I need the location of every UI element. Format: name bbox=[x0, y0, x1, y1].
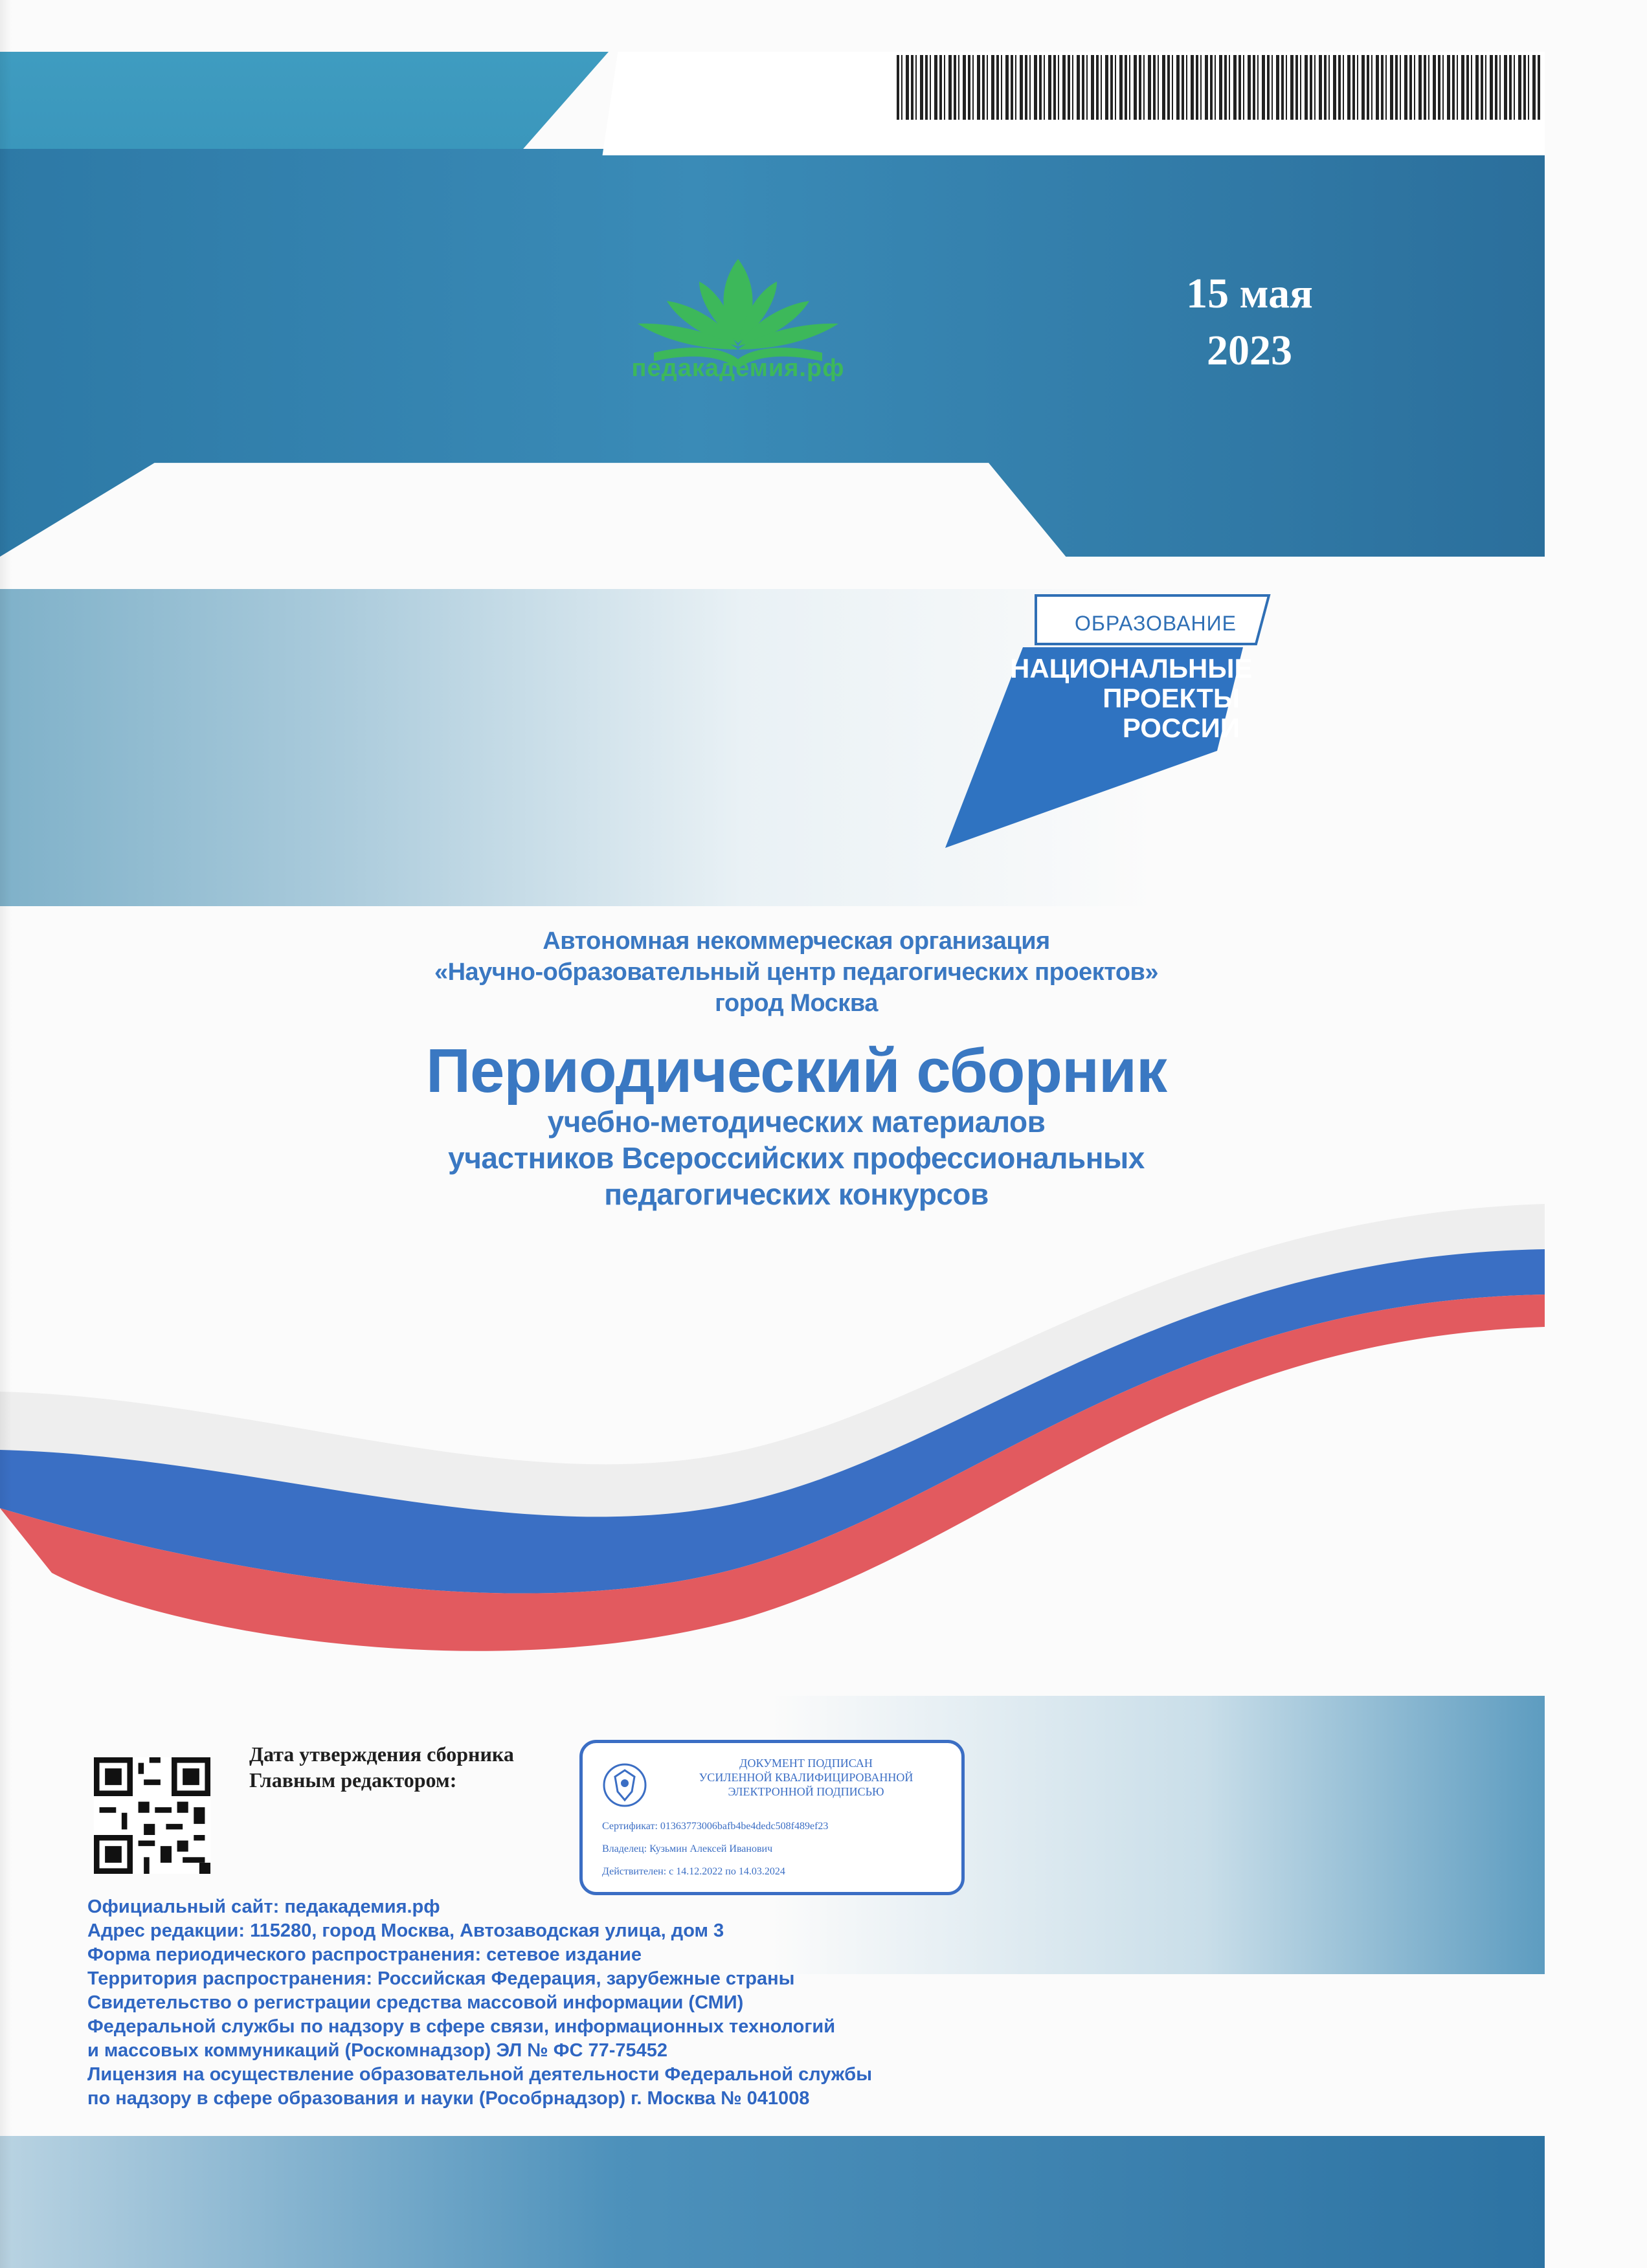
coat-of-arms-icon bbox=[602, 1762, 647, 1808]
organization-line3: город Москва bbox=[715, 990, 878, 1017]
issue-date bbox=[1139, 265, 1360, 379]
info-cert-line3: и массовых коммуникаций (Роскомнадзор) ЭЛ № ФС 77-75452 bbox=[87, 2040, 667, 2061]
mid-gradient-band bbox=[0, 589, 1647, 906]
info-site: Официальный сайт: педакадемия.рф bbox=[87, 1896, 440, 1917]
national-projects-category: ОБРАЗОВАНИЕ bbox=[1074, 612, 1237, 635]
subtitle-line3: педагогических конкурсов bbox=[604, 1177, 989, 1211]
organization-line1: Автономная некоммерческая организация bbox=[543, 928, 1050, 955]
approval-line1: Дата утверждения сборника bbox=[249, 1742, 514, 1766]
info-address: Адрес редакции: 115280, город Москва, Автозаводская улица, дом 3 bbox=[87, 1920, 724, 1941]
subtitle-line1: учебно-методических материалов bbox=[547, 1105, 1046, 1139]
national-projects-line1: НАЦИОНАЛЬНЫЕ bbox=[1010, 653, 1253, 684]
publication-info bbox=[87, 1895, 1059, 2111]
footer-band bbox=[0, 2136, 1545, 2268]
info-license-line2: по надзору в сфере образования и науки (Рособрнадзор) г. Москва № 041008 bbox=[87, 2088, 810, 2109]
info-territory: Территория распространения: Российская Федерация, зарубежные страны bbox=[87, 1968, 795, 1989]
qr-code-icon bbox=[94, 1757, 210, 1874]
stamp-header-line3: ЭЛЕКТРОННОЙ ПОДПИСЬЮ bbox=[728, 1785, 884, 1798]
russian-flag-wave bbox=[0, 1178, 1647, 1696]
electronic-signature-stamp bbox=[579, 1740, 965, 1895]
info-license-line1: Лицензия на осуществление образовательной деятельности Федеральной службы bbox=[87, 2064, 872, 2085]
stamp-header-line1: ДОКУМЕНТ ПОДПИСАН bbox=[739, 1757, 873, 1770]
logo-text: педакадемия.рф bbox=[631, 355, 845, 382]
scan-edge-shadow bbox=[0, 0, 12, 2268]
info-form: Форма периодического распространения: сетевое издание bbox=[87, 1944, 642, 1965]
document-title: Периодический сборник bbox=[425, 1036, 1167, 1106]
national-projects-line3: РОССИИ bbox=[1122, 713, 1240, 743]
stamp-header bbox=[654, 1756, 958, 1799]
national-projects-line2: ПРОЕКТЫ bbox=[1103, 683, 1240, 713]
approval-label bbox=[249, 1741, 586, 1793]
subtitle-line2: участников Всероссийских профессиональных bbox=[448, 1141, 1145, 1175]
national-projects-name bbox=[1010, 653, 1253, 743]
organization-name bbox=[194, 926, 1398, 1019]
issue-date-day: 15 мая bbox=[1186, 270, 1313, 317]
organization-line2: «Научно-образовательный центр педагогических проектов» bbox=[434, 959, 1159, 986]
stamp-validity: Действителен: с 14.12.2022 по 14.03.2024 bbox=[602, 1866, 785, 1877]
barcode bbox=[897, 55, 1541, 120]
approval-line2: Главным редактором: bbox=[249, 1768, 457, 1792]
issue-date-year: 2023 bbox=[1207, 327, 1292, 374]
info-cert-line1: Свидетельство о регистрации средства массовой информации (СМИ) bbox=[87, 1992, 744, 2013]
info-cert-line2: Федеральной службы по надзору в сфере связи, информационных технологий bbox=[87, 2016, 836, 2037]
stamp-certificate: Сертификат: 01363773006bafb4be4dedc508f489ef23 bbox=[602, 1821, 829, 1832]
stamp-header-line2: УСИЛЕННОЙ КВАЛИФИЦИРОВАННОЙ bbox=[699, 1771, 913, 1784]
stamp-owner: Владелец: Кузьмин Алексей Иванович bbox=[602, 1843, 773, 1854]
